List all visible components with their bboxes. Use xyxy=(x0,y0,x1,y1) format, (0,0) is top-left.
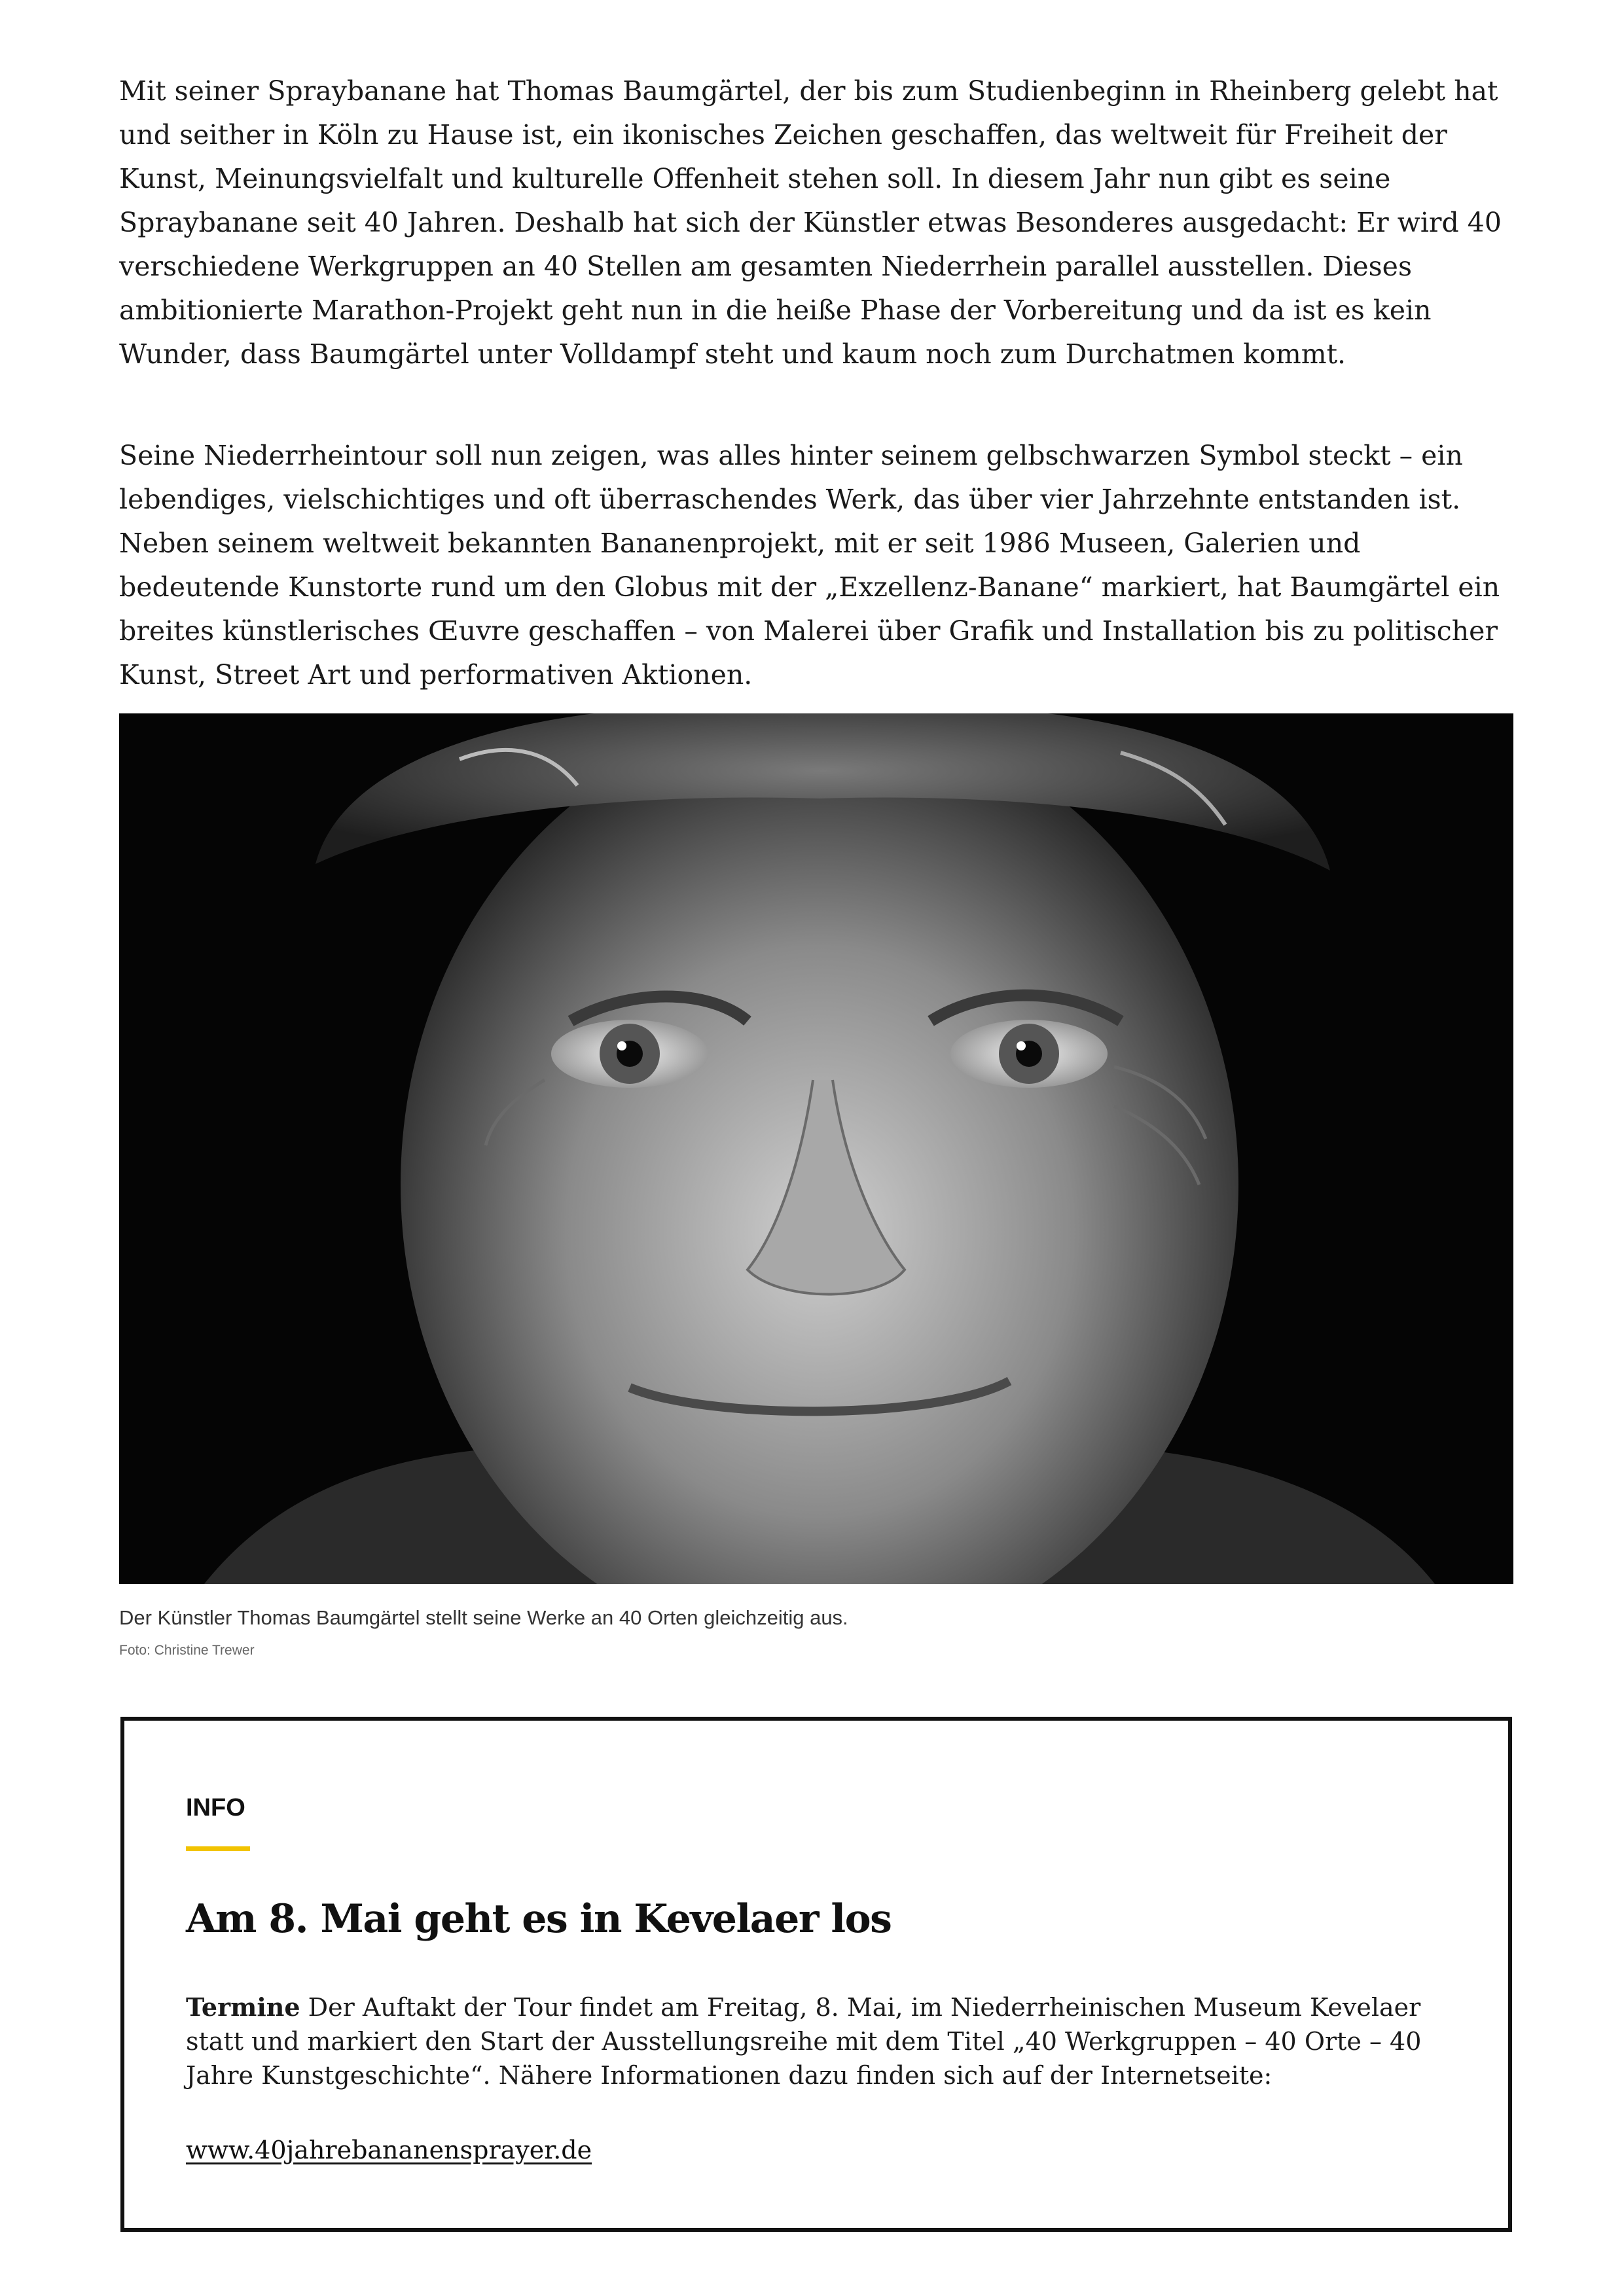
info-title: Am 8. Mai geht es in Kevelaer los xyxy=(186,1896,892,1942)
article-body xyxy=(119,69,1513,697)
portrait-photo xyxy=(119,713,1513,1584)
portrait-image xyxy=(119,713,1513,1584)
info-box xyxy=(120,1717,1512,2232)
info-body xyxy=(186,1990,1469,2092)
website-link[interactable]: www.40jahrebananensprayer.de xyxy=(186,2136,592,2164)
info-body-lead: Termine xyxy=(186,1992,300,2022)
article-paragraph: Seine Niederrheintour soll nun zeigen, was alles hinter seinem gelbschwarzen Symbol steckt – ein lebendiges, vielschichtiges und oft überraschendes Werk, das über vier Jahrzehnte entstanden ist. Neben seinem weltweit bekannten Bananenprojekt, mit er seit 1986 Museen, Galerien und bedeutende Kunstorte rund um den Globus mit der „Exzellenz-Banane“ markiert, hat Baumgärtel ein breites künstlerisches Œuvre geschaffen – von Malerei über Grafik und Installation bis zu politischer Kunst, Street Art und performativen Aktionen. xyxy=(119,440,1500,691)
info-body-text: Der Auftakt der Tour findet am Freitag, 8. Mai, im Niederrheinischen Museum Kevelaer statt und markiert den Start der Ausstellungsreihe mit dem Titel „40 Werkgruppen – 40 Orte – 40 Jahre Kunstgeschichte“. Nähere Informationen dazu finden sich auf der Internetseite: xyxy=(186,1993,1422,2090)
photo-caption: Der Künstler Thomas Baumgärtel stellt seine Werke an 40 Orten gleichzeitig aus. xyxy=(119,1606,848,1629)
photo-credit: Foto: Christine Trewer xyxy=(119,1643,255,1658)
article-paragraph: Mit seiner Spraybanane hat Thomas Baumgärtel, der bis zum Studienbeginn in Rheinberg gelebt hat und seither in Köln zu Hause ist, ein ikonisches Zeichen geschaffen, das weltweit für Freiheit der Kunst, Meinungsvielfalt und kulturelle Offenheit stehen soll. In diesem Jahr nun gibt es seine Spraybanane seit 40 Jahren. Deshalb hat sich der Künstler etwas Besonderes ausgedacht: Er wird 40 verschiedene Werkgruppen an 40 Stellen am gesamten Niederrhein parallel ausstellen. Dieses ambitionierte Marathon-Projekt geht nun in die heiße Phase der Vorbereitung und da ist es kein Wunder, dass Baumgärtel unter Volldampf steht und kaum noch zum Durchatmen kommt. xyxy=(119,75,1502,370)
info-label: INFO xyxy=(186,1794,245,1821)
info-accent-rule xyxy=(186,1846,250,1851)
